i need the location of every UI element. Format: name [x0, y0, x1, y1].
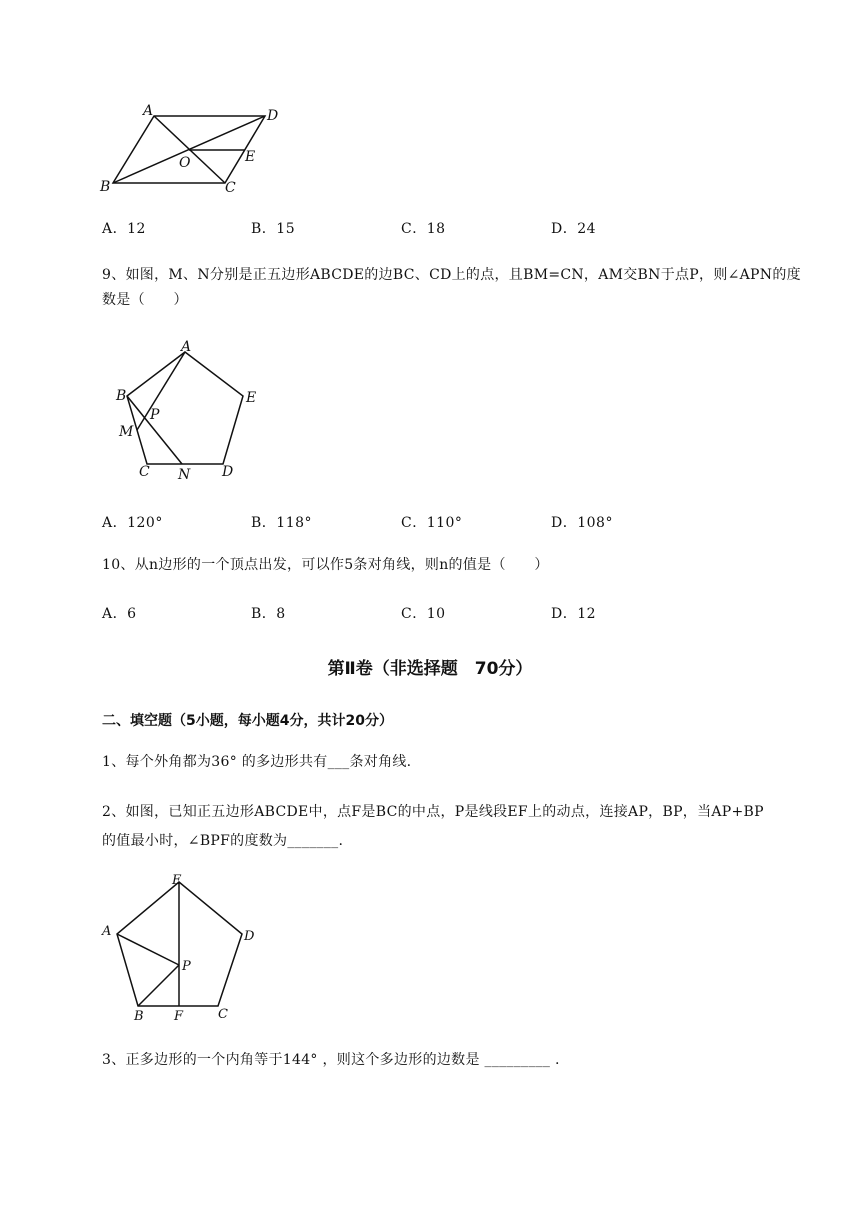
label-e: E: [246, 390, 257, 406]
pentagon-abcde: [127, 352, 243, 464]
label-m: M: [119, 424, 134, 440]
label-b: B: [116, 388, 127, 404]
label-e: E: [172, 873, 182, 888]
q8-option-d[interactable]: D．24: [551, 221, 597, 237]
section2-heading: 二、填空题（5小题，每小题4分，共计20分）: [102, 713, 393, 729]
f2-stem-line1: 2、如图，已知正五边形ABCDE中，点F是BC的中点，P是线段EF上的动点，连接AP，BP，当AP+BP: [102, 804, 764, 820]
label-d: D: [267, 108, 279, 124]
f3-stem: 3、正多边形的一个内角等于144° ，则这个多边形的边数是 _________ .: [102, 1052, 560, 1068]
label-a: A: [181, 339, 192, 355]
label-d: D: [244, 929, 255, 944]
q8-figure: [95, 103, 295, 198]
label-b: B: [100, 179, 111, 195]
q10-option-c[interactable]: C．10: [401, 606, 446, 622]
q9-option-a[interactable]: A．120°: [102, 515, 163, 531]
label-n: N: [178, 467, 191, 483]
f1-stem: 1、每个外角都为36° 的多边形共有___条对角线.: [102, 754, 412, 770]
q10-option-b[interactable]: B．8: [251, 606, 286, 622]
q9-option-b[interactable]: B．118°: [251, 515, 313, 531]
f2-figure: [98, 870, 268, 1025]
q9-option-c[interactable]: C．110°: [401, 515, 463, 531]
segment-ap: [117, 934, 179, 965]
label-a: A: [143, 103, 154, 119]
label-c: C: [225, 180, 236, 196]
q9-stem-line2: 数是（ ）: [102, 292, 188, 308]
label-p: P: [182, 959, 191, 974]
q10-option-d[interactable]: D．12: [551, 606, 597, 622]
label-c: C: [218, 1007, 228, 1022]
q10-stem: 10、从n边形的一个顶点出发，可以作5条对角线，则n的值是（ ）: [102, 557, 549, 573]
q8-option-a[interactable]: A．12: [102, 221, 146, 237]
label-o: O: [179, 155, 191, 171]
label-a: A: [102, 924, 112, 939]
label-c: C: [139, 464, 150, 480]
label-f: F: [174, 1009, 184, 1024]
q10-option-a[interactable]: A．6: [102, 606, 137, 622]
q8-option-b[interactable]: B．15: [251, 221, 296, 237]
q9-option-d[interactable]: D．108°: [551, 515, 613, 531]
q8-option-c[interactable]: C．18: [401, 221, 446, 237]
q9-stem-line1: 9、如图，M、N分别是正五边形ABCDE的边BC、CD上的点，且BM=CN，AM交BN于点P，则∠APN的度: [102, 267, 801, 283]
f2-stem-line2: 的值最小时，∠BPF的度数为_______.: [102, 833, 344, 849]
segment-bp: [138, 965, 179, 1006]
label-e: E: [245, 149, 256, 165]
label-d: D: [222, 464, 234, 480]
part2-title: 第Ⅱ卷（非选择题 70分）: [327, 659, 533, 679]
q9-figure: [110, 338, 270, 483]
label-p: P: [150, 407, 160, 423]
label-b: B: [134, 1009, 144, 1024]
